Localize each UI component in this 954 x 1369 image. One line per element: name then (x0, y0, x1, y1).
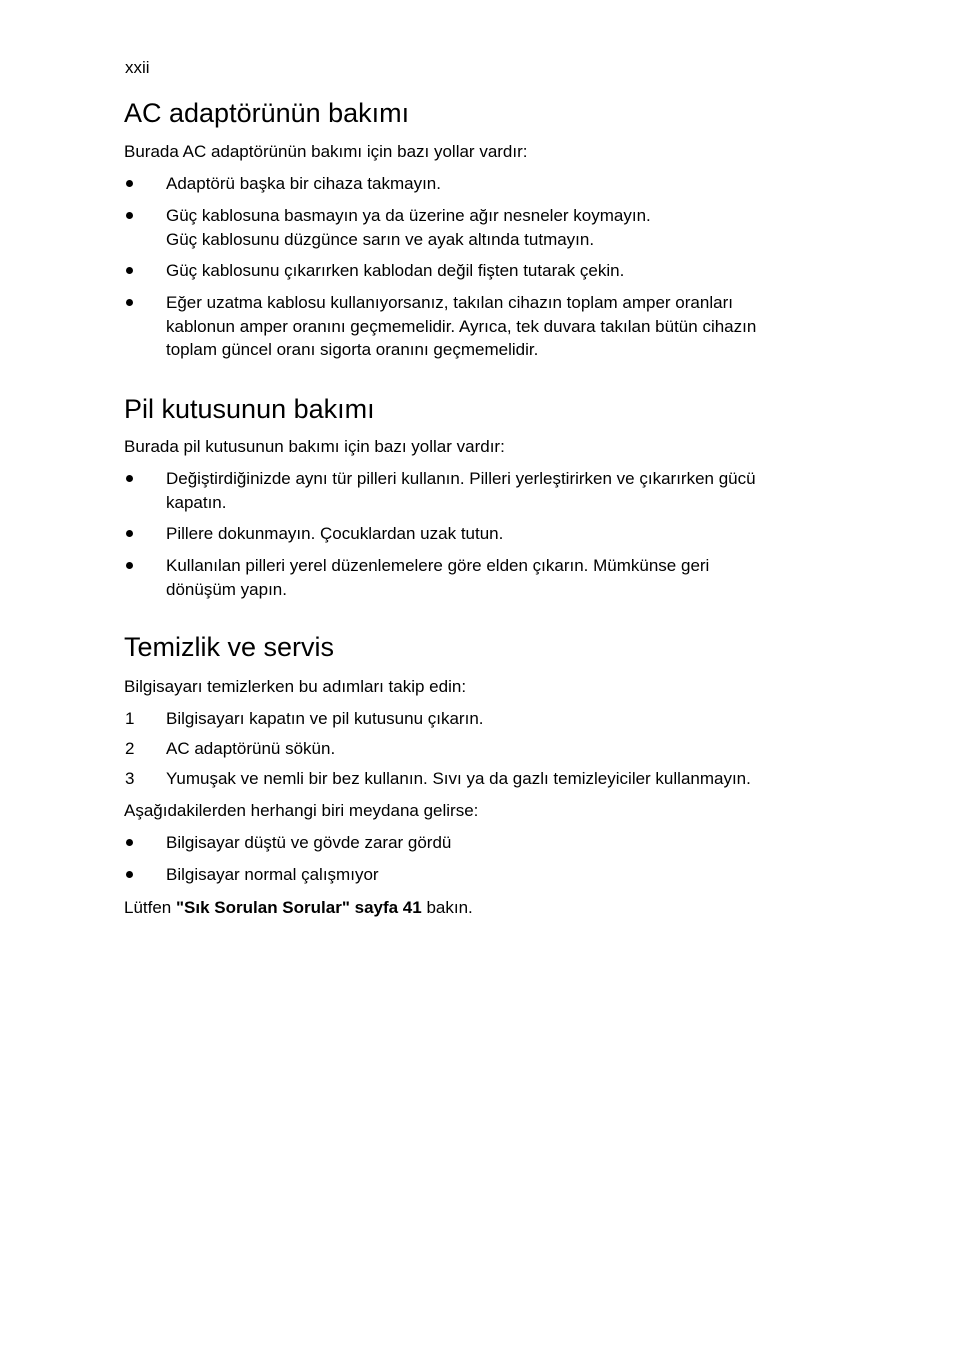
list-item: Bilgisayar normal çalışmıyor (124, 863, 824, 887)
step-number: 1 (125, 709, 135, 728)
section-title-cleaning: Temizlik ve servis (124, 632, 335, 662)
bullet-icon (126, 530, 133, 537)
numbered-step: 2 AC adaptörünü sökün. (124, 737, 824, 761)
section-title-ac-adapter: AC adaptörünün bakımı (124, 98, 410, 128)
step-number: 3 (125, 769, 135, 788)
step-number: 2 (125, 739, 135, 758)
numbered-step: 1 Bilgisayarı kapatın ve pil kutusunu çıkarın. (124, 707, 824, 731)
bullet-icon (126, 180, 133, 187)
bullet-icon (126, 267, 133, 274)
list-item: Kullanılan pilleri yerel düzenlemelere göre elden çıkarın. Mümkünse geri dönüşüm yapın. (124, 554, 824, 601)
list-item: Pillere dokunmayın. Çocuklardan uzak tutun. (124, 522, 824, 546)
list-item: Güç kablosuna basmayın ya da üzerine ağır nesneler koymayın. Güç kablosunu düzgünce sarın ve ayak altında tutmayın. (124, 204, 824, 251)
numbered-step: 3 Yumuşak ve nemli bir bez kullanın. Sıvı ya da gazlı temizleyiciler kullanmayın. (124, 767, 824, 791)
bullet-icon (126, 562, 133, 569)
page-number: xxii (125, 58, 150, 77)
list-item: Eğer uzatma kablosu kullanıyorsanız, takılan cihazın toplam amper oranları kablonun amper oranını geçmemelidir. Ayrıca, tek duvara takılan bütün cihazın toplam güncel oranı sigorta oranını geçmemelidir. (124, 291, 824, 362)
list-item: Adaptörü başka bir cihaza takmayın. (124, 172, 824, 196)
section-intro: Burada AC adaptörünün bakımı için bazı yollar vardır: (124, 142, 528, 161)
faq-reference-link[interactable]: "Sık Sorulan Sorular" sayfa 41 (176, 898, 422, 917)
section-intro: Burada pil kutusunun bakımı için bazı yollar vardır: (124, 437, 505, 456)
bullet-icon (126, 299, 133, 306)
section-intro: Bilgisayarı temizlerken bu adımları takip edin: (124, 677, 467, 696)
list-item: Bilgisayar düştü ve gövde zarar gördü (124, 831, 824, 855)
bullet-icon (126, 871, 133, 878)
list-item: Güç kablosunu çıkarırken kablodan değil fişten tutarak çekin. (124, 259, 824, 283)
condition-intro: Aşağıdakilerden herhangi biri meydana gelirse: (124, 801, 479, 820)
section-title-battery: Pil kutusunun bakımı (124, 394, 375, 424)
list-item: Değiştirdiğinizde aynı tür pilleri kullanın. Pilleri yerleştirirken ve çıkarırken gücü kapatın. (124, 467, 824, 514)
footer-note: Lütfen "Sık Sorulan Sorular" sayfa 41 bakın. (124, 898, 473, 917)
bullet-icon (126, 475, 133, 482)
bullet-icon (126, 839, 133, 846)
bullet-icon (126, 212, 133, 219)
